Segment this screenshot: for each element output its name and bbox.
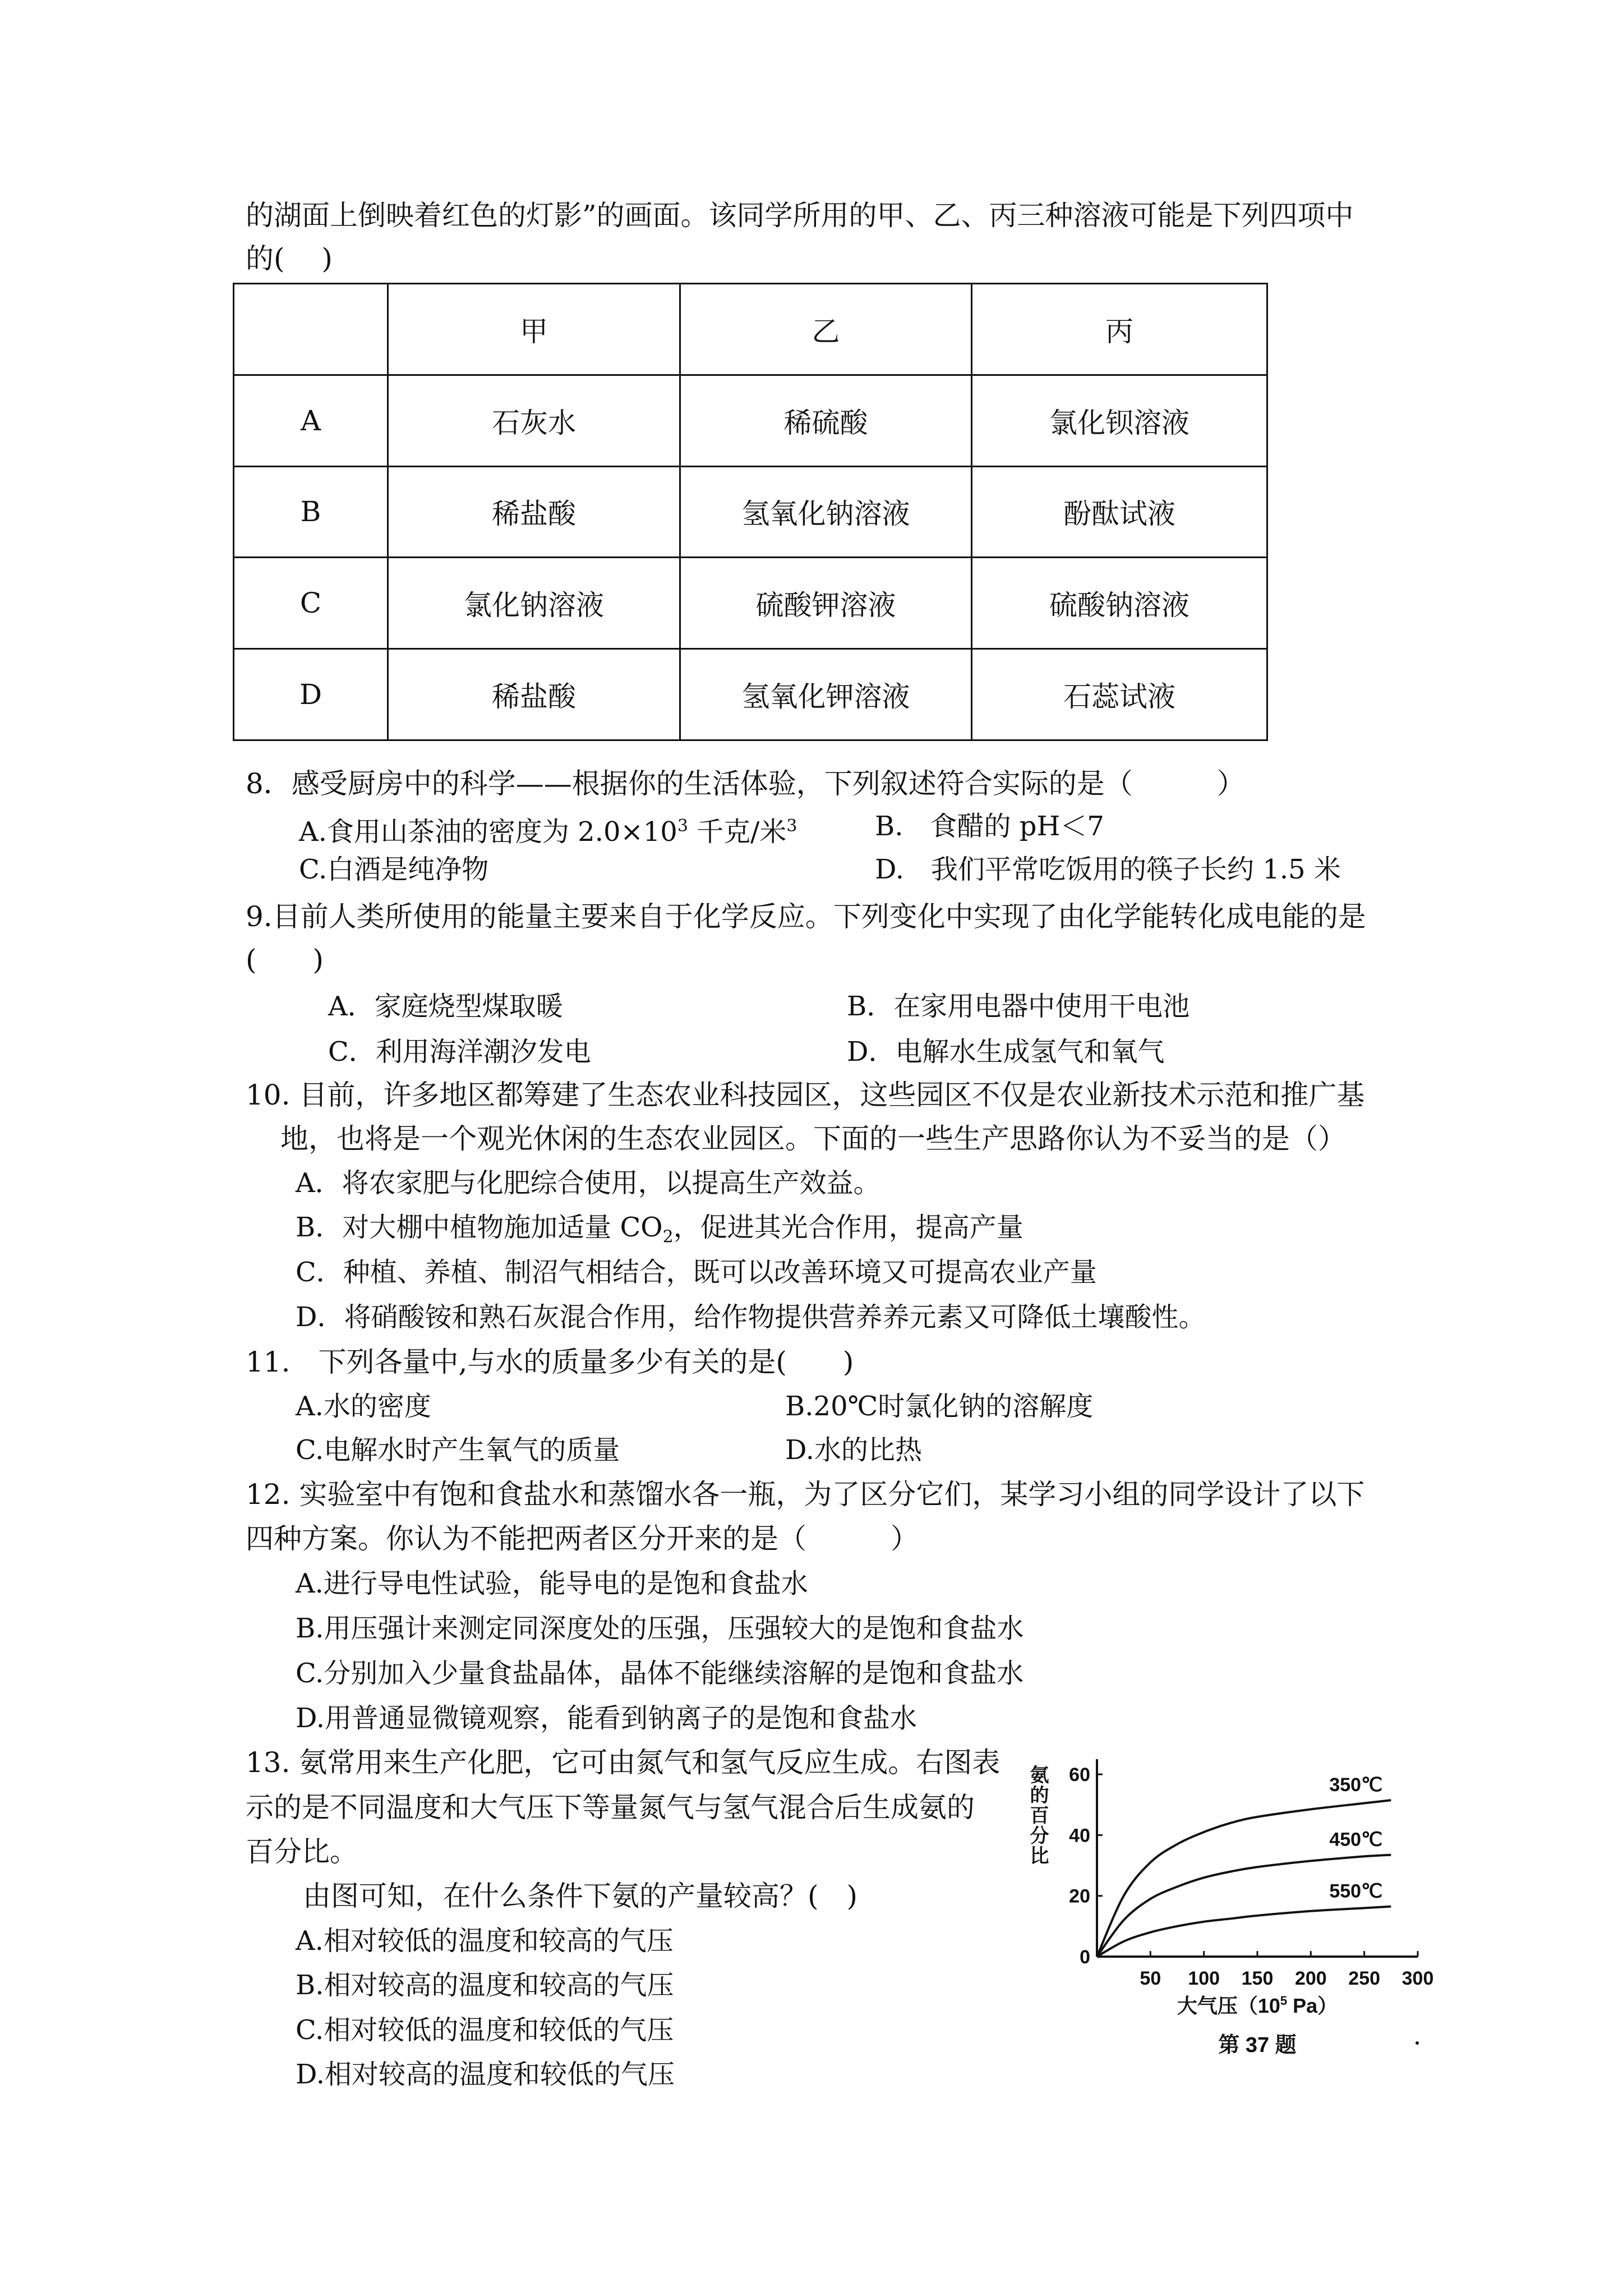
table-cell: 氢氧化钾溶液 (680, 649, 972, 740)
q8-option-a-unit-exponent: 3 (786, 816, 797, 836)
x-tick-label: 100 (1188, 1968, 1220, 1989)
q9-option-b: B．在家用电器中使用干电池 (847, 991, 1190, 1022)
table-header-cell: 乙 (680, 284, 972, 375)
q8-option-b: B. 食醋的 pH＜7 (875, 811, 1104, 842)
table-cell: 硫酸钠溶液 (972, 558, 1267, 649)
series-line (1097, 1800, 1391, 1957)
table-header-row (234, 284, 1267, 375)
q9-option-d: D．电解水生成氢气和氧气 (847, 1036, 1165, 1068)
table-cell: 稀盐酸 (388, 466, 680, 558)
q7-line2: 的( ) (246, 242, 333, 275)
q12-option-a: A.进行导电性试验，能导电的是饱和食盐水 (296, 1568, 808, 1599)
series-label: 550℃ (1329, 1880, 1383, 1902)
table-cell: C (234, 558, 388, 649)
q8-option-a-text: A.食用山茶油的密度为 2.0×10 (299, 816, 677, 848)
table-cell: D (234, 649, 388, 740)
q13-option-c: C.相对较低的温度和较低的气压 (296, 2014, 674, 2046)
q8-option-c: C.白酒是纯净物 (299, 854, 489, 885)
table-cell: 稀硫酸 (680, 375, 972, 466)
chart-caption: 第 37 题 (1218, 2033, 1297, 2057)
table-row (234, 375, 1267, 466)
x-axis-label-text: 大气压（10 (1177, 1994, 1280, 2017)
series-line (1097, 1855, 1391, 1957)
q10-stem-line2: 地，也将是一个观光休闲的生态农业园区。下面的一些生产思路你认为不妥当的是（） (280, 1122, 1346, 1155)
q13-question: 由图可知，在什么条件下氨的产量较高？( ) (303, 1880, 858, 1912)
table-header-cell (234, 284, 388, 375)
q9-answer-paren: ( ) (246, 944, 324, 976)
x-axis-label-exponent: 5 (1280, 1994, 1288, 2008)
chart-series (1097, 1800, 1391, 1957)
q10-option-c: C．种植、养植、制沼气相结合，既可以改善环境又可提高农业产量 (296, 1257, 1097, 1288)
y-tick-label: 20 (1069, 1885, 1090, 1907)
q9-stem: 9.目前人类所使用的能量主要来自于化学反应。下列变化中实现了由化学能转化成电能的是 (246, 900, 1366, 933)
q10-option-b (296, 1209, 1023, 1255)
chart-labels (1329, 1774, 1382, 1902)
q10-option-d: D．将硝酸铵和熟石灰混合作用，给作物提供营养养元素又可降低土壤酸性。 (296, 1301, 1206, 1333)
q12-stem-line2: 四种方案。你认为不能把两者区分开来的是（ ） (246, 1522, 919, 1555)
table-cell: 稀盐酸 (388, 649, 680, 740)
q13-option-a: A.相对较低的温度和较高的气压 (296, 1925, 674, 1957)
q13-option-d: D.相对较高的温度和较低的气压 (296, 2059, 675, 2090)
q12-stem-line1: 12. 实验室中有饱和食盐水和蒸馏水各一瓶，为了区分它们，某学习小组的同学设计了以下 (246, 1478, 1365, 1511)
table-cell: 氯化钠溶液 (388, 558, 680, 649)
q11-option-b: B.20℃时氯化钠的溶解度 (785, 1391, 1094, 1422)
x-axis-label-unit: Pa） (1287, 1994, 1338, 2017)
y-tick-label: 0 (1080, 1947, 1090, 1968)
q12-option-b: B.用压强计来测定同深度处的压强，压强较大的是饱和食盐水 (296, 1613, 1024, 1644)
q12-option-d: D.用普通显微镜观察，能看到钠离子的是饱和食盐水 (296, 1703, 917, 1734)
table-cell: B (234, 466, 388, 558)
q10-option-a: A．将农家肥与化肥综合使用，以提高生产效益。 (296, 1167, 880, 1199)
table-cell: 氢氧化钠溶液 (680, 466, 972, 558)
q8-stem: 8．感受厨房中的科学——根据你的生活体验，下列叙述符合实际的是（ ） (246, 767, 1245, 800)
q8-option-a (299, 808, 797, 850)
y-tick-label: 40 (1069, 1825, 1090, 1847)
table-cell: 石蕊试液 (972, 649, 1267, 740)
x-tick-label: 150 (1241, 1968, 1274, 1989)
x-tick-label: 250 (1348, 1968, 1381, 1989)
q13-stem-line1: 13. 氨常用来生产化肥，它可由氮气和氢气反应生成。右图表 (246, 1746, 1000, 1779)
q7-options-table (233, 283, 1268, 741)
q10-option-b-text: B．对大棚中植物施加适量 CO (296, 1212, 663, 1243)
chart-ticks (1069, 1764, 1433, 1989)
table-row (234, 466, 1267, 558)
q11-option-d: D.水的比热 (785, 1434, 923, 1466)
x-axis-label (1177, 1994, 1338, 2017)
q10-option-b-subscript: 2 (662, 1227, 674, 1247)
table-cell: 硫酸钾溶液 (680, 558, 972, 649)
table-header-cell: 甲 (388, 284, 680, 375)
q11-option-a: A.水的密度 (296, 1391, 431, 1422)
x-tick-label: 300 (1401, 1968, 1434, 1989)
y-tick-label: 60 (1069, 1764, 1090, 1786)
table-header-cell: 丙 (972, 284, 1267, 375)
x-tick-label: 200 (1294, 1968, 1327, 1989)
q13-option-b: B.相对较高的温度和较高的气压 (296, 1970, 674, 2001)
q9-option-c: C．利用海洋潮汐发电 (328, 1036, 591, 1068)
ammonia-yield-chart (1009, 1739, 1436, 2076)
series-label: 450℃ (1329, 1829, 1383, 1851)
table-row (234, 649, 1267, 740)
table-row (234, 558, 1267, 649)
x-tick-label: 50 (1140, 1968, 1161, 1989)
q13-stem-line3: 百分比。 (246, 1835, 358, 1868)
q11-option-c: C.电解水时产生氧气的质量 (296, 1434, 620, 1466)
q8-option-a-exponent: 3 (677, 816, 688, 836)
q8-option-a-unit: 千克/米 (688, 816, 787, 848)
series-line (1097, 1907, 1391, 1957)
q13-stem-line2: 示的是不同温度和大气压下等量氮气与氢气混合后生成氨的 (246, 1791, 975, 1824)
q9-option-a: A．家庭烧型煤取暖 (328, 991, 563, 1022)
q7-line1: 的湖面上倒映着红色的灯影”的画面。该同学所用的甲、乙、丙三种溶液可能是下列四项中 (246, 199, 1354, 232)
table-cell: 石灰水 (388, 375, 680, 466)
table-cell: 氯化钡溶液 (972, 375, 1267, 466)
q10-option-b-rest: ，促进其光合作用，提高产量 (673, 1212, 1023, 1243)
series-label: 350℃ (1329, 1774, 1383, 1796)
q12-option-c: C.分别加入少量食盐晶体，晶体不能继续溶解的是饱和食盐水 (296, 1658, 1024, 1689)
q8-option-d: D. 我们平常吃饭用的筷子长约 1.5 米 (875, 854, 1341, 885)
table-cell: A (234, 375, 388, 466)
q10-stem-line1: 10. 目前，许多地区都筹建了生态农业科技园区，这些园区不仅是农业新技术示范和推广基 (246, 1079, 1365, 1111)
stray-dot (1415, 2041, 1419, 2045)
q11-stem: 11. 下列各量中,与水的质量多少有关的是( ) (246, 1346, 854, 1378)
table-cell: 酚酞试液 (972, 466, 1267, 558)
y-axis-label: 氨的百分比 (1027, 1765, 1048, 1866)
